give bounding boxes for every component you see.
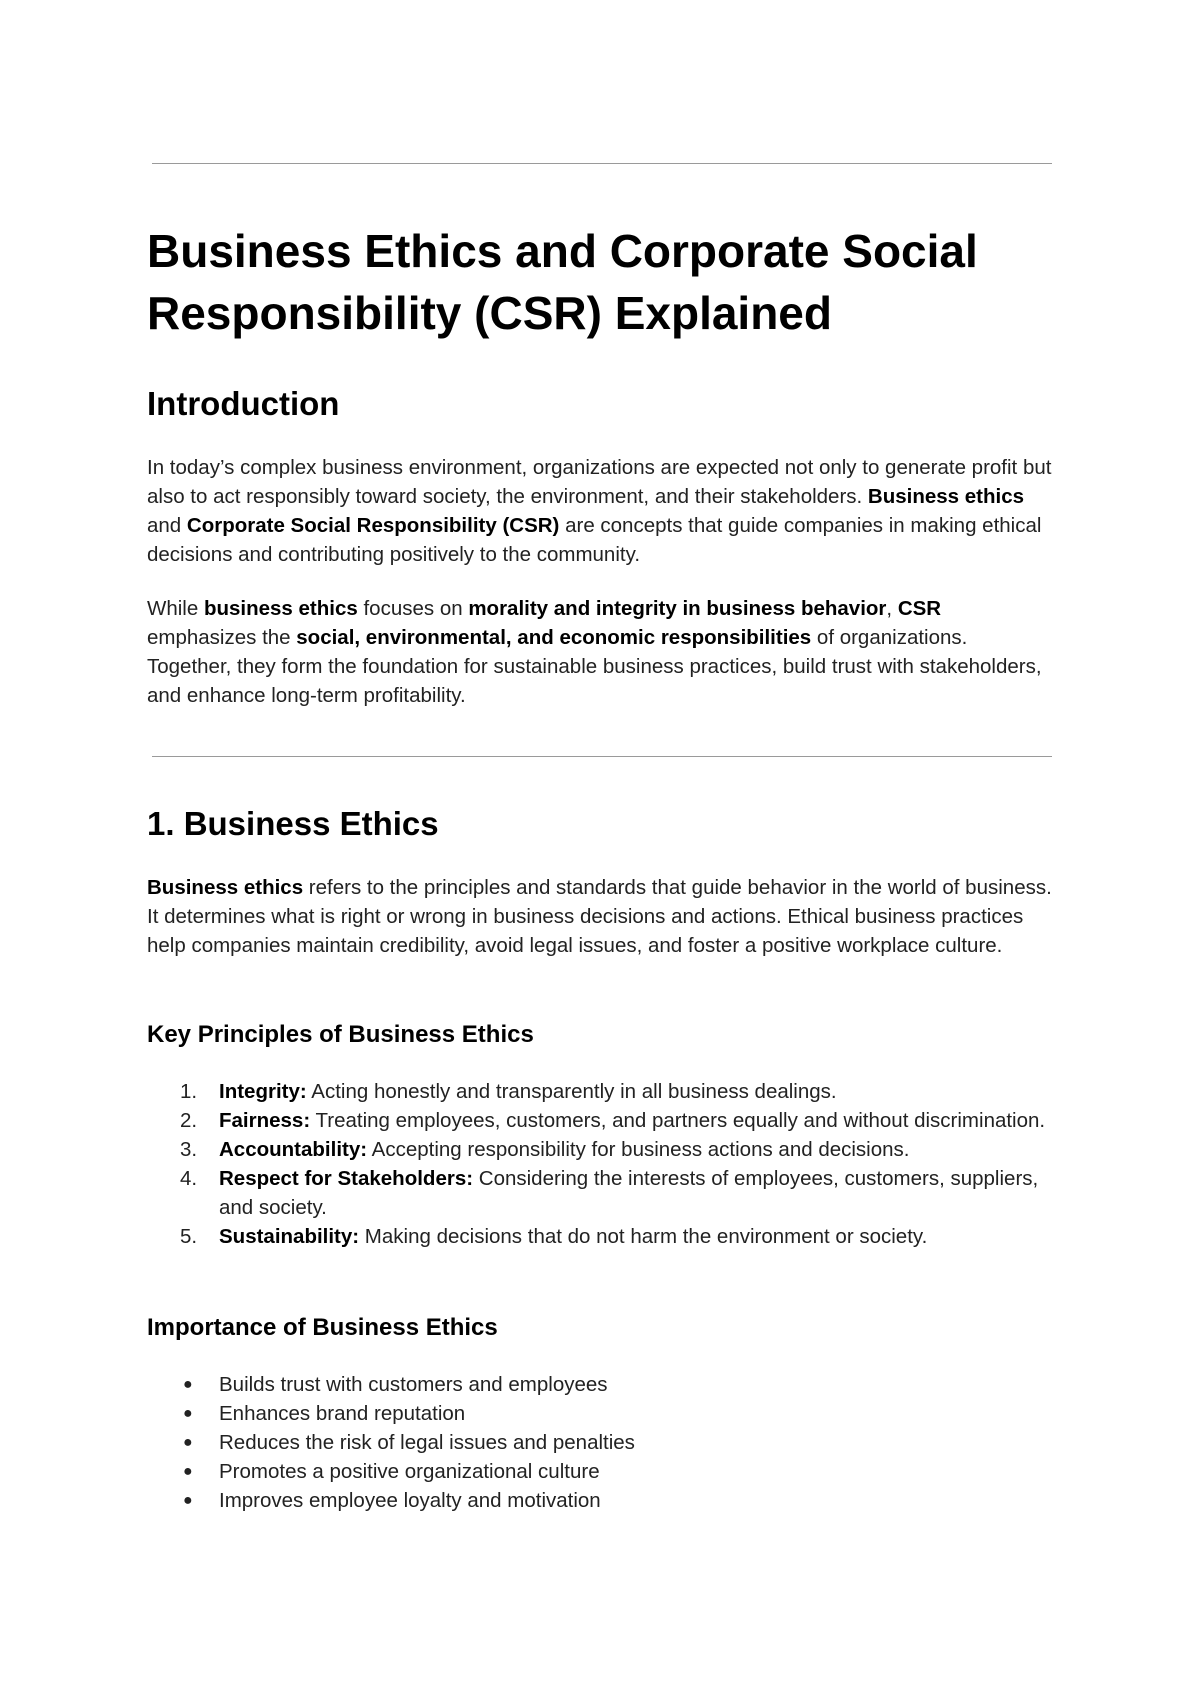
list-item: 4. Respect for Stakeholders: Considering the interests of employees, customers, suppliers, and society. <box>180 1167 1039 1219</box>
list-item: ● Improves employee loyalty and motivation <box>147 1486 1052 1515</box>
business-ethics-paragraph: Business ethics refers to the principles and standards that guide behavior in the world of business. It determines what is right or wrong in business decisions and actions. Ethical business practices help companies maintain credibility, avoid legal issues, and foster a positive workplace culture. <box>147 876 1052 957</box>
bullet-icon: ● <box>183 1434 193 1451</box>
bullet-icon: ● <box>183 1376 193 1393</box>
list-item: 2. Fairness: Treating employees, customers, and partners equally and without discrimination. <box>180 1109 1046 1132</box>
list-item: ● Reduces the risk of legal issues and penalties <box>147 1428 1052 1457</box>
list-item: ● Promotes a positive organizational culture <box>147 1457 1052 1486</box>
list-item: 5. Sustainability: Making decisions that do not harm the environment or society. <box>180 1225 928 1248</box>
importance-heading: Importance of Business Ethics <box>147 1314 498 1341</box>
intro-paragraph-2: While business ethics focuses on morality and integrity in business behavior, CSR emphasizes the social, environmental, and economic responsibilities of organizations. Together, they form the foundation for sustainable business practices, build trust with stakeholders, and enhance long-term profitability. <box>147 597 1042 707</box>
top-divider <box>152 163 1052 164</box>
list-item: ● Enhances brand reputation <box>147 1399 1052 1428</box>
introduction-heading: Introduction <box>147 385 340 422</box>
importance-list <box>147 1370 1052 1515</box>
intro-paragraph-1: In today’s complex business environment, organizations are expected not only to generate profit but also to act responsibly toward society, the environment, and their stakeholders. Business ethics and Corporate Social Responsibility (CSR) are concepts that guide companies in making ethical decisions and contributing positively to the community. <box>147 456 1052 566</box>
document-title: Business Ethics and Corporate Social Responsibility (CSR) Explained <box>147 225 978 339</box>
bullet-icon: ● <box>183 1405 193 1422</box>
key-principles-heading: Key Principles of Business Ethics <box>147 1021 534 1048</box>
list-item: 3. Accountability: Accepting responsibility for business actions and decisions. <box>180 1138 910 1161</box>
list-item: 1. Integrity: Acting honestly and transparently in all business dealings. <box>180 1080 837 1103</box>
list-item: ● Builds trust with customers and employees <box>147 1370 1052 1399</box>
section-divider <box>152 756 1052 757</box>
key-principles-list <box>147 1077 1052 1251</box>
bullet-icon: ● <box>183 1463 193 1480</box>
bullet-icon: ● <box>183 1492 193 1509</box>
business-ethics-heading: 1. Business Ethics <box>147 805 439 842</box>
